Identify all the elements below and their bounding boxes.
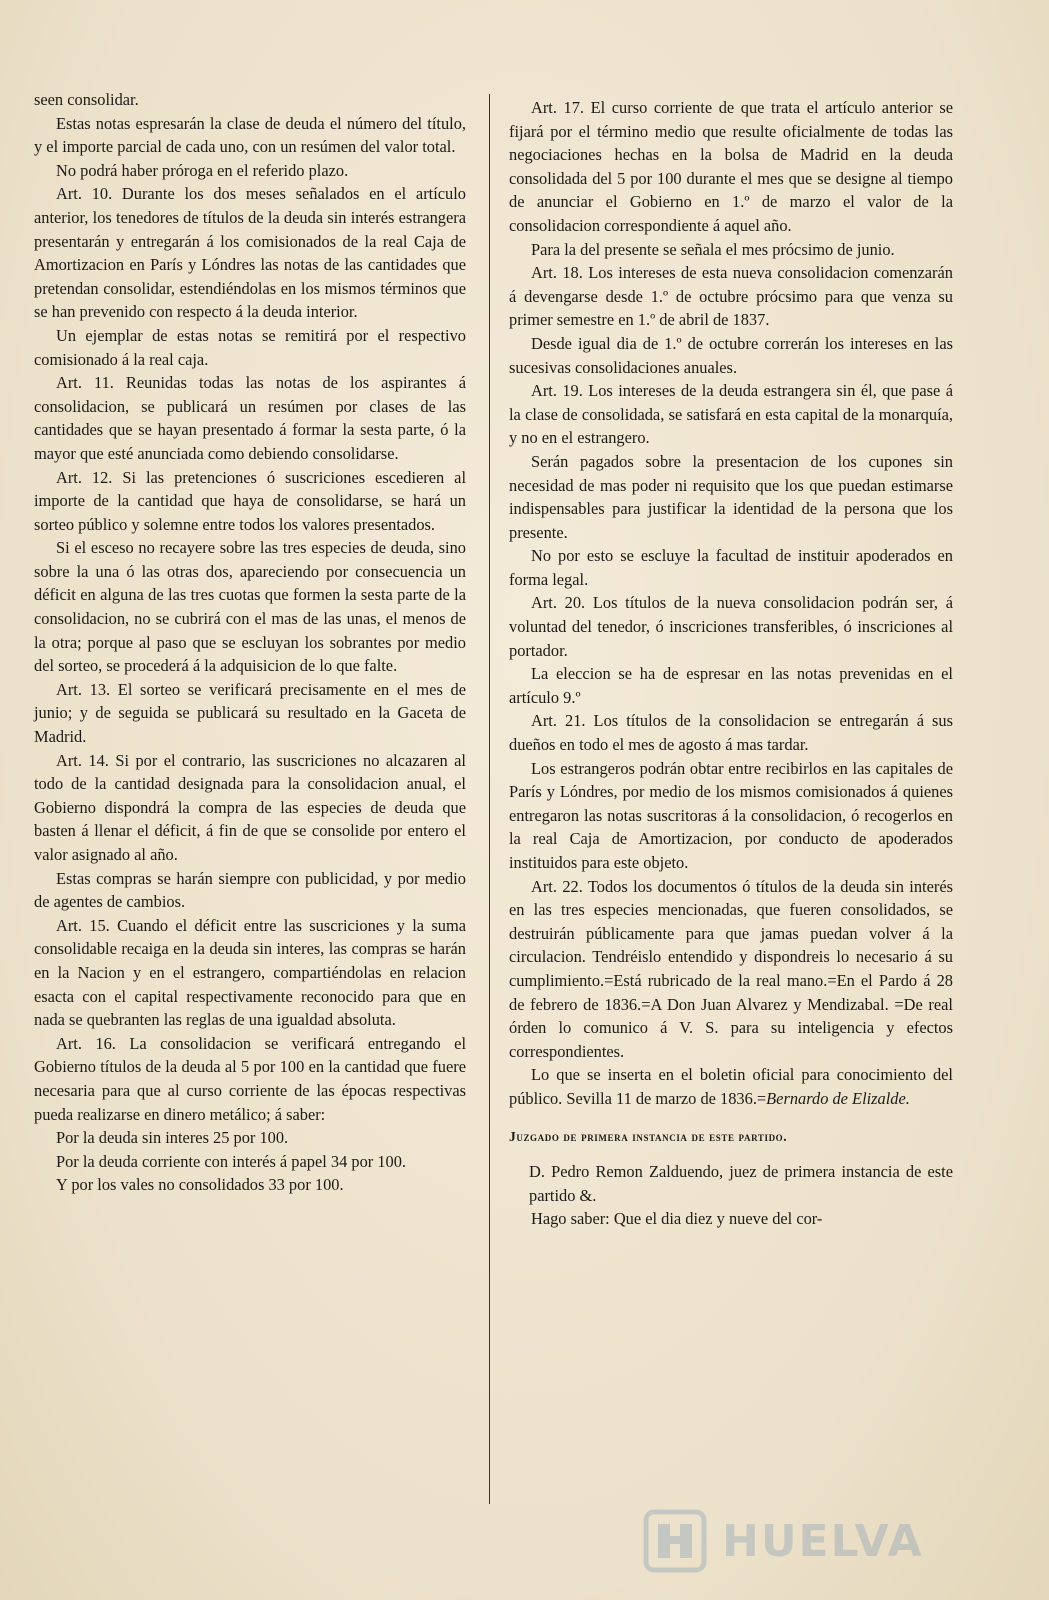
paragraph: Serán pagados sobre la presentacion de los cupones sin necesidad de mas poder ni requisito que los que puedan estimarse indispensables para justificar la identidad de la persona que los presente.: [509, 451, 953, 542]
paragraph: seen consolidar.: [34, 90, 139, 109]
archive-watermark: [640, 1508, 970, 1578]
paragraph: Si el esceso no recayere sobre las tres especies de deuda, sino sobre la una ó las otras dos, apareciendo por consecuencia un déficit en alguna de las tres cuotas que formen la sesta parte de la consolidacion, no se cubrirá con el mas de las unas, el menos de la otra; porque al paso que se escluyan los sobrantes por medio del sorteo, se procederá á la adquisicion de lo que falte.: [34, 538, 466, 676]
paragraph: Un ejemplar de estas notas se remitirá por el respectivo comisionado á la real caja.: [34, 325, 466, 369]
left-column: [34, 88, 466, 1197]
paragraph: La eleccion se ha de espresar en las notas prevenidas en el artículo 9.º: [509, 664, 953, 707]
paragraph: Por la deuda sin interes 25 por 100.: [56, 1128, 289, 1148]
paragraph: Por la deuda corriente con interés á papel 34 por 100.: [56, 1151, 406, 1171]
article-17: Art. 17. El curso corriente de que trata el artículo anterior se fijará por el término medio que resulte oficialmente de todas las negociaciones hechas en la bolsa de Madrid en la deuda consolidada del 5 por 100 durante el mes que se designe al tiempo de anunciar el Gobierno en 1.º de marzo el valor de la consolidacion correspondiente á aquel año.: [509, 98, 953, 235]
article-20: Art. 20. Los títulos de la nueva consolidacion podrán ser, á voluntad del tenedor, ó inscriciones transferibles, ó inscriciones al portador.: [509, 593, 953, 660]
signature: Bernardo de Elizalde.: [766, 1088, 910, 1108]
article-10: Art. 10. Durante los dos meses señalados en el artículo anterior, los tenedores de títulos de la deuda sin interés estrangera presentarán y entregarán á los comisionados de la real Caja de Amortizacion en París y Lóndres las notas de las cantidades que pretendan consolidar, estendiéndolas en los mismos términos que se han prevenido con respecto á la deuda interior.: [34, 184, 466, 322]
paragraph: Para la del presente se señala el mes prócsimo de junio.: [531, 239, 895, 259]
paragraph: No podrá haber próroga en el referido plazo.: [56, 160, 349, 180]
column-divider: [489, 94, 490, 1504]
paragraph: Y por los vales no consolidados 33 por 100.: [56, 1175, 344, 1195]
judge-paragraph: D. Pedro Remon Zalduendo, juez de primera instancia de este partido &.: [529, 1162, 953, 1205]
article-18: Art. 18. Los intereses de esta nueva consolidacion comenzarán á devengarse desde 1.º de octubre prócsimo para que venza su primer semestre en 1.º de abril de 1837.: [509, 263, 953, 330]
closing-text: Lo que se inserta en el boletin oficial para conocimiento del público. Sevilla 11 de marzo de 1836.=: [509, 1065, 953, 1108]
article-21: Art. 21. Los títulos de la consolidacion se entregarán á sus dueños en todo el mes de agosto á mas tardar.: [509, 711, 953, 755]
right-column: [509, 96, 953, 1231]
paragraph: Desde igual dia de 1.º de octubre correrán los intereses en las sucesivas consolidaciones anuales.: [509, 333, 953, 377]
archive-crest-icon: [640, 1508, 710, 1574]
paragraph: Estas notas espresarán la clase de deuda el número del título, y el importe parcial de cada uno, con un resúmen del valor total.: [34, 113, 466, 157]
article-19: Art. 19. Los intereses de la deuda estrangera sin él, que pase á la clase de consolidada, se satisfará en esta capital de la monarquía, y no en el estrangero.: [509, 381, 953, 448]
paragraph: Hago saber: Que el dia diez y nueve del cor-: [531, 1209, 823, 1229]
section-heading: Juzgado de primera instancia de este partido.: [509, 1128, 788, 1144]
watermark-text: HUELVA: [722, 1516, 924, 1567]
article-22: Art. 22. Todos los documentos ó títulos de la deuda sin interés en las tres especies mencionadas, que fueren consolidados, se destruirán públicamente para que jamas puedan volver á la circulacion. Tendréislo entendido y dispondreis lo necesario á su cumplimiento.=Está rubricado de la real mano.=En el Pardo á 28 de febrero de 1836.=A Don Juan Alvarez y Mendizabal. =De real órden lo comunico á V. S. para su inteligencia y efectos correspondientes.: [509, 876, 953, 1061]
article-14: Art. 14. Si por el contrario, las suscriciones no alcazaren al todo de la cantidad designada para la consolidacion anual, el Gobierno dispondrá la compra de las especies de deuda que basten á llenar el déficit, á fin de que se consolide por entero el valor asignado al año.: [34, 750, 466, 864]
paragraph: Estas compras se harán siempre con publicidad, y por medio de agentes de cambios.: [34, 868, 466, 912]
paragraph: Los estrangeros podrán obtar entre recibirlos en las capitales de París y Lóndres, por medio de los mismos comisionados á quienes entregaron las notas suscritoras á la consolidacion, ó recogerlos en la real Caja de Amortizacion, por conducto de apoderados instituidos para este objeto.: [509, 758, 953, 872]
article-15: Art. 15. Cuando el déficit entre las suscriciones y la suma consolidable recaiga en la deuda sin interes, las compras se harán en la Nacion y en el estrangero, compartiéndolas en relacion esacta con el capital respectivamente reconocido para que en nada se quebranten las reglas de una igualdad absoluta.: [34, 915, 466, 1030]
article-11: Art. 11. Reunidas todas las notas de los aspirantes á consolidacion, se publicará un resúmen por clases de las cantidades que se hayan presentado á formar la sesta parte, ó la mayor que esté anunciada como debiendo consolidarse.: [34, 373, 466, 463]
closing-paragraph: [509, 1063, 953, 1110]
paragraph: No por esto se escluye la facultad de instituir apoderados en forma legal.: [509, 546, 953, 589]
article-12: Art. 12. Si las pretenciones ó suscriciones escedieren al importe de la cantidad que haya de consolidarse, se hará un sorteo público y solemne entre todos los valores presentados.: [34, 467, 466, 534]
article-16: Art. 16. La consolidacion se verificará entregando el Gobierno títulos de la deuda al 5 por 100 en la cantidad que fuere necesaria para que al curso corriente de las épocas respectivas pueda realizarse en dinero metálico; á saber:: [34, 1033, 466, 1124]
article-13: Art. 13. El sorteo se verificará precisamente en el mes de junio; y de seguida se publicará su resultado en la Gaceta de Madrid.: [34, 679, 466, 747]
